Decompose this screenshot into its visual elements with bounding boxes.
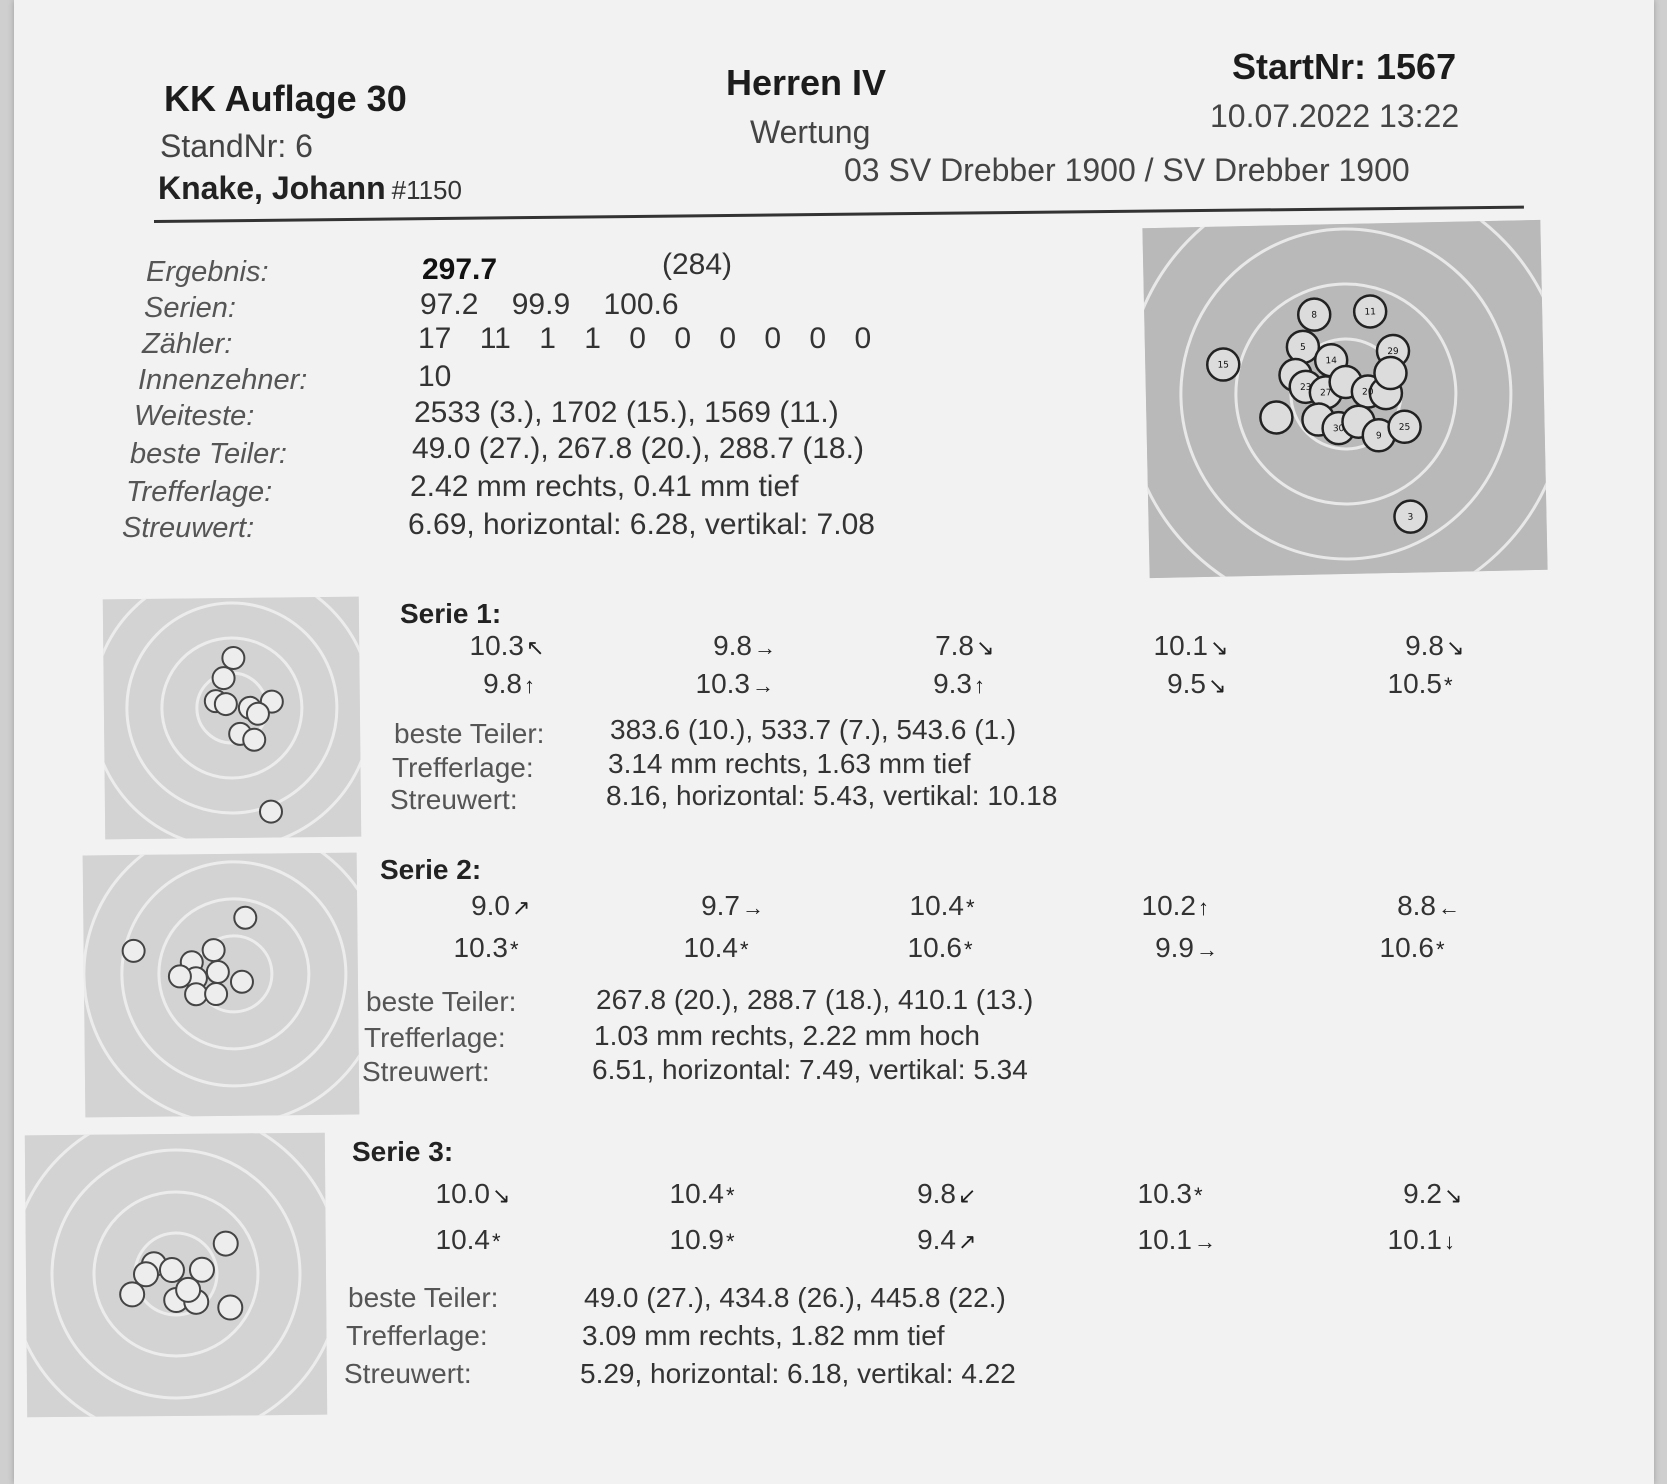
shot-value <box>662 630 782 662</box>
trefferlage-label: Trefferlage: <box>126 476 273 508</box>
main-target <box>1142 220 1547 578</box>
shot-direction-icon: ↘ <box>492 1183 511 1208</box>
serie-2-total: 99.9 <box>511 288 571 321</box>
shot-value <box>1352 1178 1472 1210</box>
shot-score: 10.3 <box>695 668 750 699</box>
shot-score: 9.8 <box>1405 630 1444 661</box>
serie-3-trefferlage-value: 3.09 mm rechts, 1.82 mm tief <box>582 1320 945 1351</box>
main-target-graphic <box>1142 220 1547 578</box>
shot-value <box>874 890 994 922</box>
shot-score: 7.8 <box>935 630 974 661</box>
score-sheet <box>14 0 1654 1484</box>
serie-3-trefferlage-label: Trefferlage: <box>346 1320 488 1351</box>
zaehler-8: 1 <box>539 322 556 355</box>
shot-score: 10.3 <box>469 630 524 661</box>
shot-value <box>634 1178 754 1210</box>
shot-direction-icon: ↘ <box>1208 673 1227 698</box>
serien-label: Serien: <box>144 292 236 324</box>
shot-score: 9.8 <box>713 630 752 661</box>
shot-score: 9.8 <box>917 1178 956 1209</box>
serie-2-target-graphic <box>83 853 360 1118</box>
shot-direction-icon: ↘ <box>1446 635 1465 660</box>
shot-value <box>884 630 1004 662</box>
serie-1-total: 97.2 <box>420 288 479 321</box>
shot-direction-icon: → <box>1194 1229 1216 1254</box>
serie-1-trefferlage-label: Trefferlage: <box>392 752 534 783</box>
shot-value <box>400 1178 520 1210</box>
shot-direction-icon: → <box>742 895 764 920</box>
shot-value <box>660 668 780 700</box>
serie-2-target <box>83 853 360 1118</box>
shot-direction-icon: * <box>492 1229 501 1254</box>
shot-value <box>866 1178 986 1210</box>
serie-3-target-graphic <box>25 1133 327 1418</box>
club-name: 03 SV Drebber 1900 / SV Drebber 1900 <box>844 152 1410 188</box>
shot-direction-icon: ↘ <box>976 635 995 660</box>
serie-1-streuwert-label: Streuwert: <box>390 784 518 815</box>
zaehler-9: 11 <box>479 322 511 355</box>
serie-1-title: Serie 1: <box>400 598 502 629</box>
zaehler-values <box>418 322 871 356</box>
serie-2-title: Serie 2: <box>380 854 482 885</box>
streuwert-label: Streuwert: <box>122 512 255 544</box>
shot-value <box>420 890 540 922</box>
serie-2-streuwert-value: 6.51, horizontal: 7.49, vertikal: 5.34 <box>592 1054 1028 1085</box>
serie-2-streuwert-label: Streuwert: <box>362 1056 490 1087</box>
shot-value <box>1104 932 1224 964</box>
start-number: StartNr: 1567 <box>1232 46 1457 87</box>
shot-direction-icon: ↗ <box>958 1229 977 1254</box>
serie-3-total: 100.6 <box>603 288 679 321</box>
stand-number: StandNr: 6 <box>160 128 313 164</box>
shot-score: 10.4 <box>669 1178 724 1209</box>
zaehler-6: 0 <box>629 322 646 355</box>
shot-direction-icon: ↘ <box>1210 635 1229 660</box>
shot-value <box>1354 630 1474 662</box>
shot-direction-icon: * <box>740 937 749 962</box>
serie-3-title: Serie 3: <box>352 1136 454 1167</box>
innenzehner-value: 10 <box>418 360 452 393</box>
serie-2-teiler-label: beste Teiler: <box>366 986 517 1017</box>
shooter-name <box>158 170 462 207</box>
class-title: Herren IV <box>726 62 887 103</box>
mode-label: Wertung <box>750 114 871 150</box>
shot-number: 9 <box>1375 431 1382 442</box>
shot-direction-icon: ↑ <box>1198 895 1209 920</box>
shot-direction-icon: ↓ <box>1444 1229 1455 1254</box>
shot-value <box>1116 668 1236 700</box>
shot-score: 9.8 <box>483 668 522 699</box>
header-divider <box>154 206 1524 223</box>
shot-score: 10.9 <box>669 1224 724 1255</box>
shot-number: 20 <box>1362 387 1374 398</box>
shot-number: 15 <box>1217 360 1230 371</box>
shot-score: 10.3 <box>1137 1178 1192 1209</box>
shot-value <box>1102 1178 1222 1210</box>
shot-direction-icon: * <box>726 1229 735 1254</box>
serien-values <box>420 288 679 322</box>
ergebnis-ring: (284) <box>662 248 733 281</box>
shot-score: 10.0 <box>435 1178 490 1209</box>
shot-number: 14 <box>1325 356 1338 367</box>
shot-direction-icon: * <box>966 895 975 920</box>
shot-value <box>872 932 992 964</box>
shot-value <box>1346 890 1466 922</box>
ergebnis-value: 297.7 <box>422 253 498 286</box>
shot-number: 5 <box>1299 342 1306 353</box>
serie-1-target-graphic <box>103 597 361 840</box>
shot-score: 9.2 <box>1403 1178 1442 1209</box>
shot-value <box>1102 1224 1222 1256</box>
shot-score: 9.0 <box>471 890 510 921</box>
serie-1-trefferlage-value: 3.14 mm rechts, 1.63 mm tief <box>608 748 971 779</box>
zaehler-10: 17 <box>418 322 452 355</box>
shooter-id: #1150 <box>391 175 462 205</box>
shot-direction-icon: ↙ <box>958 1183 977 1208</box>
shot-number: 8 <box>1311 310 1318 321</box>
shot-score: 9.3 <box>933 668 972 699</box>
zaehler-3: 0 <box>764 322 782 355</box>
shot-score: 9.9 <box>1155 932 1194 963</box>
zaehler-5: 0 <box>674 322 691 355</box>
shot-score: 9.7 <box>701 890 740 921</box>
shot-value <box>866 1224 986 1256</box>
shot-direction-icon: ↖ <box>526 635 545 660</box>
serie-3-teiler-label: beste Teiler: <box>348 1282 499 1313</box>
shot-number: 23 <box>1299 382 1312 393</box>
shot-direction-icon: * <box>510 937 519 962</box>
shot-score: 10.4 <box>683 932 738 963</box>
shot-value <box>1344 932 1464 964</box>
shot-score: 9.4 <box>917 1224 956 1255</box>
serie-3-streuwert-label: Streuwert: <box>344 1358 472 1389</box>
shot-direction-icon: * <box>1194 1183 1203 1208</box>
innenzehner-label: Innenzehner: <box>138 364 308 396</box>
shooter-name-text: Knake, Johann <box>158 170 386 206</box>
zaehler-1: 0 <box>854 322 872 355</box>
shot-score: 10.6 <box>1379 932 1434 963</box>
zaehler-4: 0 <box>719 322 737 355</box>
serie-2-trefferlage-value: 1.03 mm rechts, 2.22 mm hoch <box>594 1020 980 1051</box>
serie-3-target <box>25 1133 327 1418</box>
shot-value <box>1352 668 1472 700</box>
shot-score: 8.8 <box>1397 890 1436 921</box>
shot-score: 10.5 <box>1387 668 1442 699</box>
shot-score: 10.4 <box>435 1224 490 1255</box>
shot-value <box>400 1224 520 1256</box>
date-time: 10.07.2022 13:22 <box>1210 98 1460 134</box>
shot-score: 10.1 <box>1387 1224 1442 1255</box>
serie-2-trefferlage-label: Trefferlage: <box>364 1022 506 1053</box>
shot-score: 9.5 <box>1167 668 1206 699</box>
shot-direction-icon: ↑ <box>974 673 985 698</box>
zaehler-2: 0 <box>809 322 827 355</box>
teiler-value: 49.0 (27.), 267.8 (20.), 288.7 (18.) <box>412 432 864 465</box>
trefferlage-value: 2.42 mm rechts, 0.41 mm tief <box>410 470 799 503</box>
shot-direction-icon: * <box>964 937 973 962</box>
serie-1-teiler-value: 383.6 (10.), 533.7 (7.), 543.6 (1.) <box>610 714 1017 745</box>
shot-direction-icon: ↑ <box>524 673 535 698</box>
weiteste-value: 2533 (3.), 1702 (15.), 1569 (11.) <box>414 396 839 429</box>
weiteste-label: Weiteste: <box>134 400 255 432</box>
shot-number: 27 <box>1320 388 1332 399</box>
shot-direction-icon: → <box>752 673 774 698</box>
shot-score: 10.1 <box>1153 630 1208 661</box>
shot-direction-icon: ← <box>1438 895 1460 920</box>
shot-score: 10.4 <box>909 890 964 921</box>
zaehler-label: Zähler: <box>142 328 233 360</box>
shot-direction-icon: * <box>1444 673 1453 698</box>
ergebnis-label: Ergebnis: <box>146 256 269 288</box>
shot-value <box>1106 890 1226 922</box>
shot-score: 10.6 <box>907 932 962 963</box>
serie-1-teiler-label: beste Teiler: <box>394 718 545 749</box>
serie-1-streuwert-value: 8.16, horizontal: 5.43, vertikal: 10.18 <box>606 780 1058 811</box>
shot-value <box>634 1224 754 1256</box>
shot-number: 25 <box>1398 422 1411 433</box>
shot-direction-icon: → <box>1196 937 1218 962</box>
shot-score: 10.3 <box>453 932 508 963</box>
shot-direction-icon: * <box>1436 937 1445 962</box>
shot-score: 10.2 <box>1141 890 1196 921</box>
shot-value <box>434 630 554 662</box>
zaehler-7: 1 <box>584 322 601 355</box>
shot-direction-icon: → <box>754 635 776 660</box>
shot-value <box>648 932 768 964</box>
serie-1-target <box>103 597 361 840</box>
shot-number: 29 <box>1387 346 1399 358</box>
streuwert-value: 6.69, horizontal: 6.28, vertikal: 7.08 <box>408 508 875 541</box>
shot-value <box>1118 630 1238 662</box>
shot-number: 3 <box>1407 512 1414 523</box>
shot-number: 11 <box>1364 307 1377 318</box>
shot-number: 30 <box>1332 424 1345 435</box>
shot-value <box>432 668 552 700</box>
shot-direction-icon: ↘ <box>1444 1183 1463 1208</box>
serie-3-streuwert-value: 5.29, horizontal: 6.18, vertikal: 4.22 <box>580 1358 1016 1389</box>
teiler-label: beste Teiler: <box>130 438 287 470</box>
shot-direction-icon: ↗ <box>512 895 531 920</box>
shot-value <box>650 890 770 922</box>
serie-3-teiler-value: 49.0 (27.), 434.8 (26.), 445.8 (22.) <box>584 1282 1006 1313</box>
serie-2-teiler-value: 267.8 (20.), 288.7 (18.), 410.1 (13.) <box>596 984 1034 1015</box>
shot-score: 10.1 <box>1137 1224 1192 1255</box>
discipline-title: KK Auflage 30 <box>164 78 407 119</box>
shot-value <box>882 668 1002 700</box>
shot-direction-icon: * <box>726 1183 735 1208</box>
shot-value <box>418 932 538 964</box>
shot-value <box>1352 1224 1472 1256</box>
